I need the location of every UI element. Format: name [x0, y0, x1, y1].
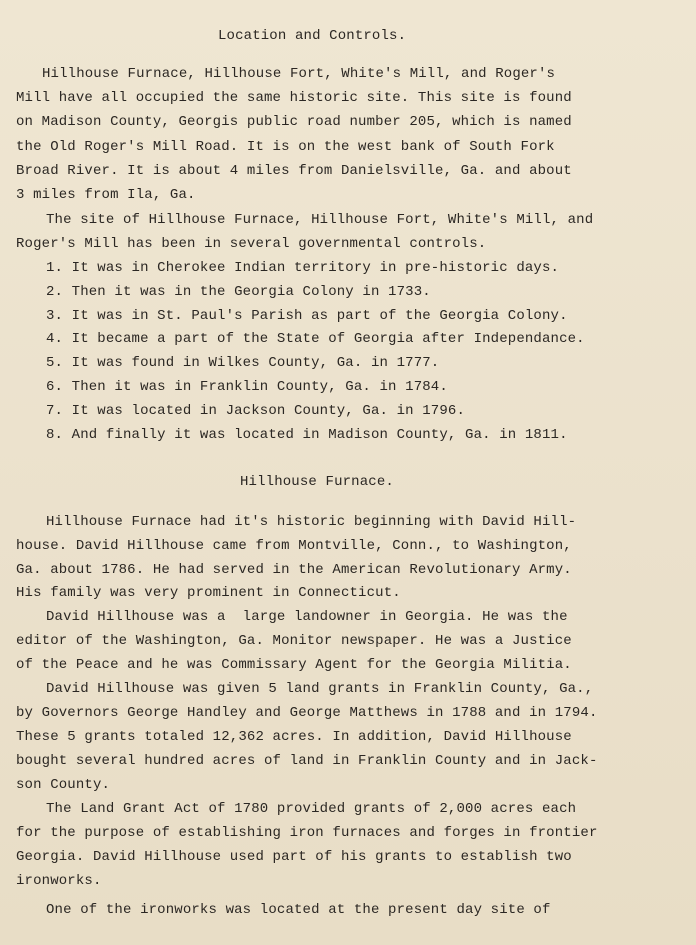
text-line: on Madison County, Georgis public road number 205, which is named — [16, 114, 572, 130]
text-line: Broad River. It is about 4 miles from Danielsville, Ga. and about — [16, 163, 572, 179]
text-line: Hillhouse Furnace had it's historic beginning with David Hill- — [46, 514, 577, 530]
list-item: 7. It was located in Jackson County, Ga. in 1796. — [46, 403, 466, 419]
list-item: 4. It became a part of the State of Georgia after Independance. — [46, 331, 585, 347]
text-line: editor of the Washington, Ga. Monitor newspaper. He was a Justice — [16, 633, 572, 649]
text-line: David Hillhouse was a large landowner in Georgia. He was the — [46, 609, 568, 625]
text-line: son County. — [16, 777, 111, 793]
text-line: ironworks. — [16, 873, 102, 889]
text-line: Mill have all occupied the same historic site. This site is found — [16, 90, 572, 106]
list-item: 2. Then it was in the Georgia Colony in 1733. — [46, 284, 431, 300]
section-heading-location: Location and Controls. — [218, 28, 407, 44]
text-line: These 5 grants totaled 12,362 acres. In addition, David Hillhouse — [16, 729, 572, 745]
text-line: by Governors George Handley and George Matthews in 1788 and in 1794. — [16, 705, 598, 721]
text-line: for the purpose of establishing iron furnaces and forges in frontier — [16, 825, 598, 841]
text-line: of the Peace and he was Commissary Agent for the Georgia Militia. — [16, 657, 572, 673]
text-line: Roger's Mill has been in several governmental controls. — [16, 236, 487, 252]
list-item: 1. It was in Cherokee Indian territory in pre-historic days. — [46, 260, 560, 276]
text-line: Ga. about 1786. He had served in the American Revolutionary Army. — [16, 562, 572, 578]
text-line: His family was very prominent in Connecticut. — [16, 585, 401, 601]
text-line: house. David Hillhouse came from Montville, Conn., to Washington, — [16, 538, 572, 554]
text-line: David Hillhouse was given 5 land grants in Franklin County, Ga., — [46, 681, 594, 697]
list-item: 5. It was found in Wilkes County, Ga. in 1777. — [46, 355, 440, 371]
text-line: 3 miles from Ila, Ga. — [16, 187, 196, 203]
text-line: bought several hundred acres of land in Franklin County and in Jack- — [16, 753, 598, 769]
text-line: The site of Hillhouse Furnace, Hillhouse Fort, White's Mill, and — [46, 212, 594, 228]
list-item: 8. And finally it was located in Madison County, Ga. in 1811. — [46, 427, 568, 443]
section-heading-hillhouse-furnace: Hillhouse Furnace. — [240, 474, 394, 490]
list-item: 3. It was in St. Paul's Parish as part of the Georgia Colony. — [46, 308, 568, 324]
text-line: the Old Roger's Mill Road. It is on the west bank of South Fork — [16, 139, 555, 155]
text-line: Hillhouse Furnace, Hillhouse Fort, White's Mill, and Roger's — [42, 66, 556, 82]
list-item: 6. Then it was in Franklin County, Ga. in 1784. — [46, 379, 448, 395]
text-line: One of the ironworks was located at the present day site of — [46, 902, 551, 918]
text-line: Georgia. David Hillhouse used part of his grants to establish two — [16, 849, 572, 865]
text-line: The Land Grant Act of 1780 provided grants of 2,000 acres each — [46, 801, 577, 817]
